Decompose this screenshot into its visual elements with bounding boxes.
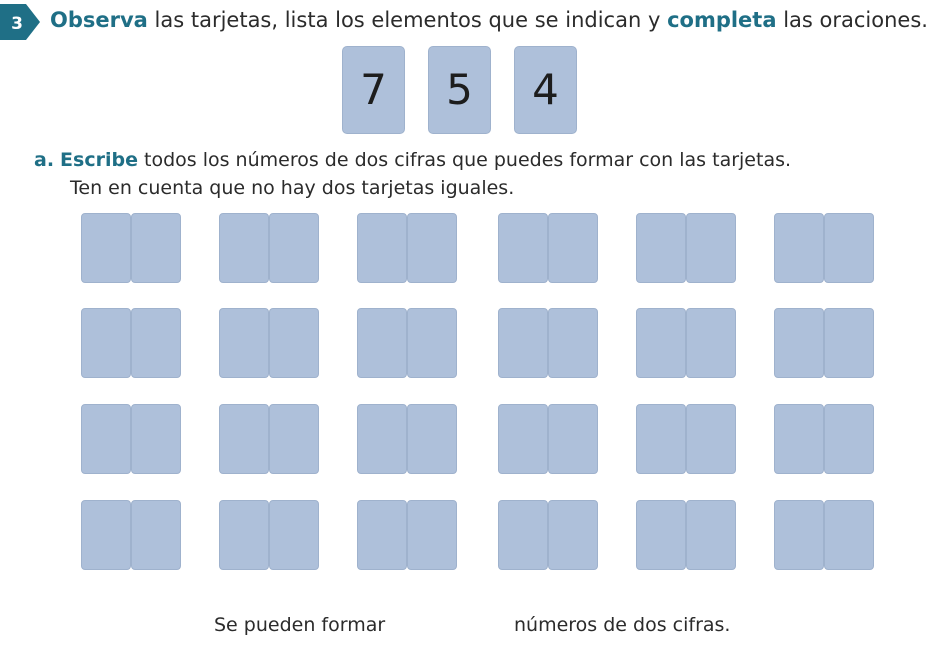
units-digit-box[interactable] [269, 404, 319, 474]
keyword-completa: completa [667, 8, 777, 32]
tens-digit-box[interactable] [357, 404, 407, 474]
answer-card-pair[interactable] [81, 213, 181, 283]
units-digit-box[interactable] [824, 308, 874, 378]
answer-card-pair[interactable] [357, 500, 457, 570]
answer-card-pair[interactable] [636, 500, 736, 570]
exercise-number: 3 [11, 14, 23, 34]
units-digit-box[interactable] [407, 500, 457, 570]
units-digit-box[interactable] [686, 404, 736, 474]
answer-card-pair[interactable] [81, 404, 181, 474]
exercise-number-badge [0, 4, 44, 40]
answer-card-pair[interactable] [219, 404, 319, 474]
tens-digit-box[interactable] [357, 213, 407, 283]
units-digit-box[interactable] [269, 308, 319, 378]
answer-card-pair[interactable] [774, 213, 874, 283]
units-digit-box[interactable] [548, 308, 598, 378]
answer-card-pair[interactable] [357, 308, 457, 378]
part-a-instruction [34, 146, 934, 202]
answer-card-pair[interactable] [498, 404, 598, 474]
tens-digit-box[interactable] [81, 213, 131, 283]
units-digit-box[interactable] [131, 308, 181, 378]
answer-card-pair[interactable] [774, 500, 874, 570]
answer-card-pair[interactable] [219, 500, 319, 570]
units-digit-box[interactable] [686, 500, 736, 570]
answer-card-pair[interactable] [357, 213, 457, 283]
tens-digit-box[interactable] [774, 404, 824, 474]
answer-card-pair[interactable] [81, 500, 181, 570]
tens-digit-box[interactable] [219, 404, 269, 474]
answer-card-pair[interactable] [219, 213, 319, 283]
number-card: 5 [428, 46, 491, 134]
tens-digit-box[interactable] [498, 213, 548, 283]
answer-card-pair[interactable] [636, 213, 736, 283]
keyword-observa: Observa [50, 8, 148, 32]
exercise-instruction [50, 6, 935, 34]
answer-card-pair[interactable] [774, 308, 874, 378]
answer-card-pair[interactable] [498, 500, 598, 570]
tens-digit-box[interactable] [636, 308, 686, 378]
units-digit-box[interactable] [269, 213, 319, 283]
units-digit-box[interactable] [548, 404, 598, 474]
instruction-text-1: las tarjetas, lista los elementos que se indican y [147, 8, 668, 32]
answer-card-pair[interactable] [636, 404, 736, 474]
answer-card-pair[interactable] [357, 404, 457, 474]
units-digit-box[interactable] [824, 500, 874, 570]
tens-digit-box[interactable] [636, 213, 686, 283]
answer-card-pair[interactable] [774, 404, 874, 474]
answer-card-pair[interactable] [498, 308, 598, 378]
instruction-text-2: las oraciones. [776, 8, 928, 32]
part-a-line-2: Ten en cuenta que no hay dos tarjetas iguales. [70, 177, 515, 199]
units-digit-box[interactable] [131, 500, 181, 570]
sentence-part-2: números de dos cifras. [514, 614, 731, 636]
tens-digit-box[interactable] [498, 404, 548, 474]
answer-card-pair[interactable] [219, 308, 319, 378]
part-a-line-1: todos los números de dos cifras que puedes formar con las tarjetas. [137, 149, 792, 171]
tens-digit-box[interactable] [774, 213, 824, 283]
units-digit-box[interactable] [686, 308, 736, 378]
tens-digit-box[interactable] [357, 500, 407, 570]
number-cards [342, 46, 582, 134]
units-digit-box[interactable] [407, 308, 457, 378]
tens-digit-box[interactable] [774, 500, 824, 570]
answer-card-pair[interactable] [81, 308, 181, 378]
tens-digit-box[interactable] [219, 308, 269, 378]
tens-digit-box[interactable] [498, 500, 548, 570]
units-digit-box[interactable] [824, 404, 874, 474]
answer-card-pair[interactable] [636, 308, 736, 378]
units-digit-box[interactable] [131, 404, 181, 474]
part-a-letter: a. [34, 149, 55, 171]
tens-digit-box[interactable] [219, 500, 269, 570]
tens-digit-box[interactable] [81, 308, 131, 378]
units-digit-box[interactable] [548, 500, 598, 570]
tens-digit-box[interactable] [219, 213, 269, 283]
units-digit-box[interactable] [407, 404, 457, 474]
units-digit-box[interactable] [269, 500, 319, 570]
tens-digit-box[interactable] [636, 404, 686, 474]
units-digit-box[interactable] [407, 213, 457, 283]
number-card: 7 [342, 46, 405, 134]
tens-digit-box[interactable] [81, 500, 131, 570]
units-digit-box[interactable] [548, 213, 598, 283]
tens-digit-box[interactable] [636, 500, 686, 570]
keyword-escribe: Escribe [60, 149, 138, 171]
tens-digit-box[interactable] [81, 404, 131, 474]
number-card: 4 [514, 46, 577, 134]
answer-card-pair[interactable] [498, 213, 598, 283]
units-digit-box[interactable] [131, 213, 181, 283]
units-digit-box[interactable] [824, 213, 874, 283]
units-digit-box[interactable] [686, 213, 736, 283]
tens-digit-box[interactable] [774, 308, 824, 378]
sentence-part-1: Se pueden formar [214, 614, 386, 636]
tens-digit-box[interactable] [357, 308, 407, 378]
tens-digit-box[interactable] [498, 308, 548, 378]
